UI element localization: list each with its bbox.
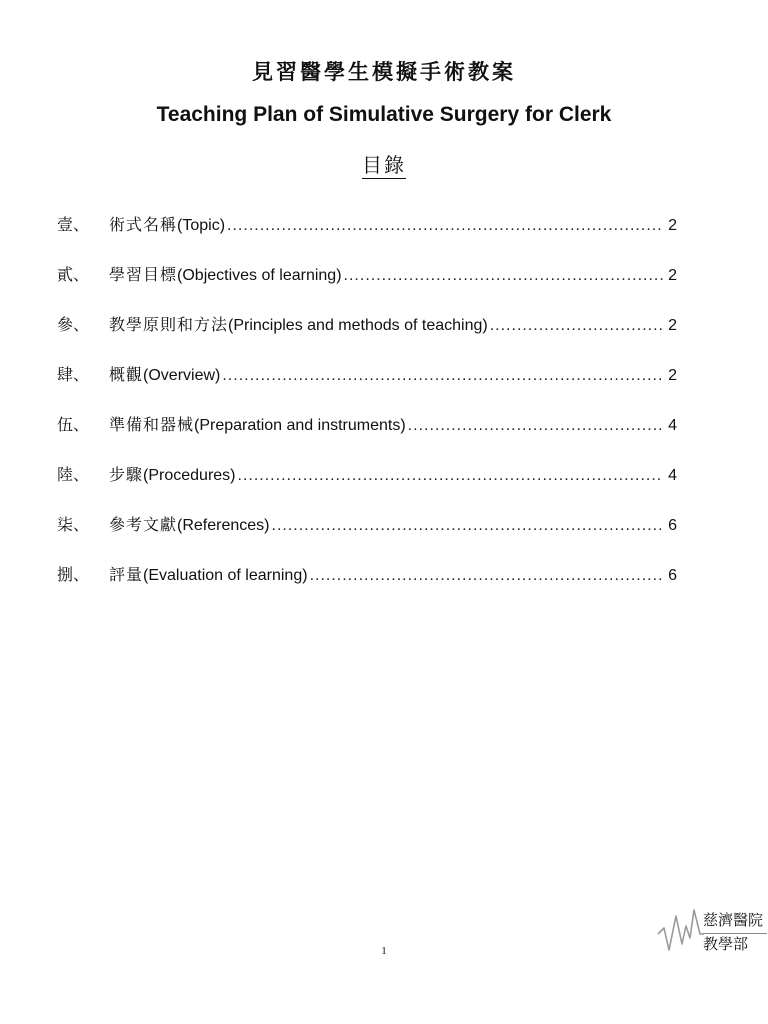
toc-entry-title [109,412,406,435]
toc-entry-number: 伍、 [57,415,90,434]
toc-leader-dots [344,267,663,285]
toc-entry-number: 參、 [57,315,90,334]
toc-entry-title-zh: 準備和器械 [109,415,195,434]
logo-divider [703,933,767,934]
toc-entry-number: 柒、 [57,515,90,534]
toc-entry-title [109,212,225,235]
toc-entry-title [109,512,270,535]
toc-leader-dots [408,417,663,435]
toc-heading [0,149,768,178]
toc-entry-title-en: (References) [177,517,270,534]
toc-entry-title-zh: 教學原則和方法 [109,315,229,334]
toc-entry[interactable] [57,412,677,462]
toc-entry-title [109,312,488,335]
toc-leader-dots [238,467,664,485]
toc-entry-number: 肆、 [57,365,90,384]
toc-entry-title-zh: 評量 [109,565,144,584]
toc-leader-dots [272,517,664,535]
toc-entry-title-zh: 術式名稱 [109,215,178,234]
toc-entry[interactable] [57,562,677,612]
toc-entry-number: 壹、 [57,215,90,234]
toc-entry-title-zh: 參考文獻 [109,515,178,534]
toc-entry-page: 6 [668,567,677,584]
toc-leader-dots [490,317,663,335]
toc-entry-page: 6 [668,517,677,534]
toc-entry-title-zh: 概觀 [109,365,144,384]
toc-entry-page: 2 [668,217,677,234]
toc-leader-dots [310,567,663,585]
toc-entry[interactable] [57,262,677,312]
toc-entry-title-zh: 步驟 [109,465,144,484]
toc-entry-title-en: (Principles and methods of teaching) [228,317,488,334]
toc-entry[interactable] [57,362,677,412]
logo-line-department: 教學部 [703,935,749,953]
logo-line-hospital: 慈濟醫院 [703,911,764,929]
document-title-chinese: 見習醫學生模擬手術教案 [252,59,516,84]
toc-heading-text: 目錄 [362,153,406,177]
toc-entry-page: 2 [668,267,677,284]
toc-entry-title-en: (Evaluation of learning) [143,567,308,584]
toc-entry-title-en: (Objectives of learning) [177,267,342,284]
toc-leader-dots [222,367,663,385]
toc-entry-title-en: (Preparation and instruments) [194,417,406,434]
toc-entry[interactable] [57,212,677,262]
toc-entry-title-en: (Procedures) [143,467,236,484]
table-of-contents [57,212,677,612]
toc-leader-dots [227,217,663,235]
toc-entry-number: 捌、 [57,565,90,584]
toc-entry-title [109,462,236,485]
toc-entry-title-zh: 學習目標 [109,265,178,284]
toc-entry-page: 4 [668,467,677,484]
toc-entry[interactable] [57,462,677,512]
toc-entry-page: 2 [668,367,677,384]
toc-entry-number: 陸、 [57,465,90,484]
toc-entry-title [109,262,342,285]
toc-entry-title-en: (Topic) [177,217,226,234]
page-number: 1 [381,945,387,957]
toc-entry-page: 4 [668,417,677,434]
toc-entry-title [109,362,220,385]
toc-entry[interactable] [57,312,677,362]
toc-entry-number: 貳、 [57,265,90,284]
toc-entry-title-en: (Overview) [143,367,221,384]
toc-entry[interactable] [57,512,677,562]
toc-entry-title [109,562,308,585]
document-title-english: Teaching Plan of Simulative Surgery for Clerk [156,103,612,126]
toc-entry-page: 2 [668,317,677,334]
